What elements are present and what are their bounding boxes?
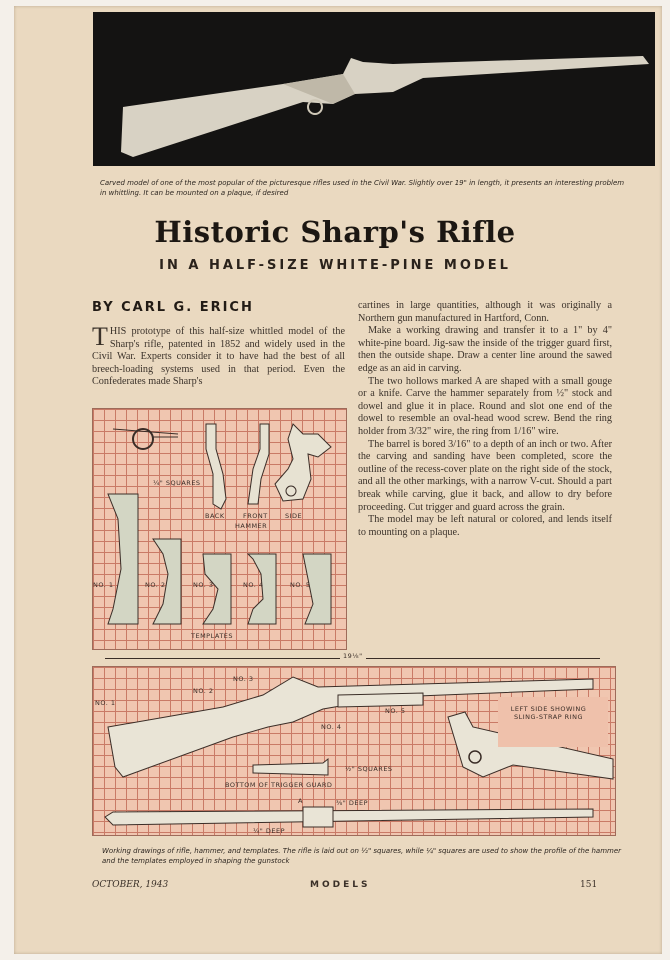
length-label: 19⅛" <box>340 652 366 660</box>
rifle-photo <box>93 12 655 166</box>
part-label: NO. 2 <box>193 687 214 695</box>
templates-label: TEMPLATES <box>191 632 234 640</box>
template-label: NO. 5 <box>290 581 311 589</box>
part-label: NO. 4 <box>321 723 342 731</box>
footer-date: OCTOBER, 1943 <box>92 880 169 890</box>
paragraph: cartines in large quantities, although it was originally a Northern gun manufactured in Hartford, Conn. <box>358 300 612 324</box>
part-label: NO. 5 <box>385 707 406 715</box>
squares-label: ¼" SQUARES <box>153 479 201 487</box>
drop-cap: T <box>92 322 108 351</box>
hammer-view-side: SIDE <box>285 512 303 520</box>
article-title: Historic Sharp's Rifle <box>154 215 516 249</box>
rifle-model-image <box>93 12 655 166</box>
hammer-templates-drawing <box>92 408 347 650</box>
hammer-templates-shapes <box>93 409 346 649</box>
byline: BY CARL G. ERICH <box>92 300 254 315</box>
hammer-label: HAMMER <box>235 522 268 530</box>
part-label: NO. 1 <box>95 699 116 707</box>
template-label: NO. 3 <box>193 581 214 589</box>
rifle-drawing <box>92 666 616 836</box>
template-label: NO. 4 <box>243 581 264 589</box>
paragraph: Make a working drawing and transfer it to a 1" by 4" white-pine board. Jig-saw the inside of the trigger guard first, then the outside shape. Draw a center line around the sawed edge as an aid in carving. <box>358 325 612 374</box>
left-side-label: LEFT SIDE SHOWING SLING-STRAP RING <box>510 705 587 721</box>
paragraph: THIS prototype of this half-size whittled model of the Sharp's rifle, patented in 1852 and widely used in the Civil War. Experts consider it to have had the best of all breech-loading systems used in that period. Even the Confederates made Sharp's <box>92 322 345 388</box>
deep-label: ⅜" DEEP <box>336 799 368 807</box>
drawings-caption: Working drawings of rifle, hammer, and templates. The rifle is laid out on ½" squares, while ¼" squares are used to show the profile of the hammer and the templates employed in shaping the gunstock <box>102 847 622 865</box>
template-label: NO. 1 <box>93 581 114 589</box>
trigger-guard-label: BOTTOM OF TRIGGER GUARD <box>225 781 333 789</box>
rifle-shapes <box>93 667 615 835</box>
paragraph: The barrel is bored 3/16" to a depth of an inch or two. After the carving and sanding have been completed, score the outline of the recess-cover plate on the right side of the stock, and all the other markings, with a narrow V-cut. Should a part break while carving, glue it back, and allow to dry before proceeding. Cut trigger and guard across the grain. <box>358 438 612 513</box>
photo-caption: Carved model of one of the most popular of the picturesque rifles used in the Civil War. Slightly over 19" in length, it presents an interesting problem in whittling. It can be mounted on a plaque, if desired <box>100 179 625 197</box>
footer-magazine: MODELS <box>310 880 371 890</box>
paragraph: The two hollows marked A are shaped with a small gouge or a knife. Carve the hammer separately from ½" stock and dowel and glue it in place. Round and slot one end of the dowel to resemble an oval-head wood screw. Bend the ring holder from 3/32" wire, the ring from 1/16" wire. <box>358 375 612 437</box>
article-subtitle: IN A HALF-SIZE WHITE-PINE MODEL <box>159 258 511 273</box>
deep-label: ¼" DEEP <box>253 827 285 835</box>
hammer-view-front: FRONT <box>243 512 268 520</box>
hammer-view-back: BACK <box>205 512 225 520</box>
paragraph: The model may be left natural or colored, and lends itself to mounting on a plaque. <box>358 514 612 538</box>
article-column-2 <box>358 300 612 539</box>
squares-label: ½" SQUARES <box>345 765 393 773</box>
template-label: NO. 2 <box>145 581 166 589</box>
article-column-1 <box>92 322 345 389</box>
page-number: 151 <box>580 880 598 890</box>
part-label: NO. 3 <box>233 675 254 683</box>
mark-a: A <box>298 797 303 805</box>
